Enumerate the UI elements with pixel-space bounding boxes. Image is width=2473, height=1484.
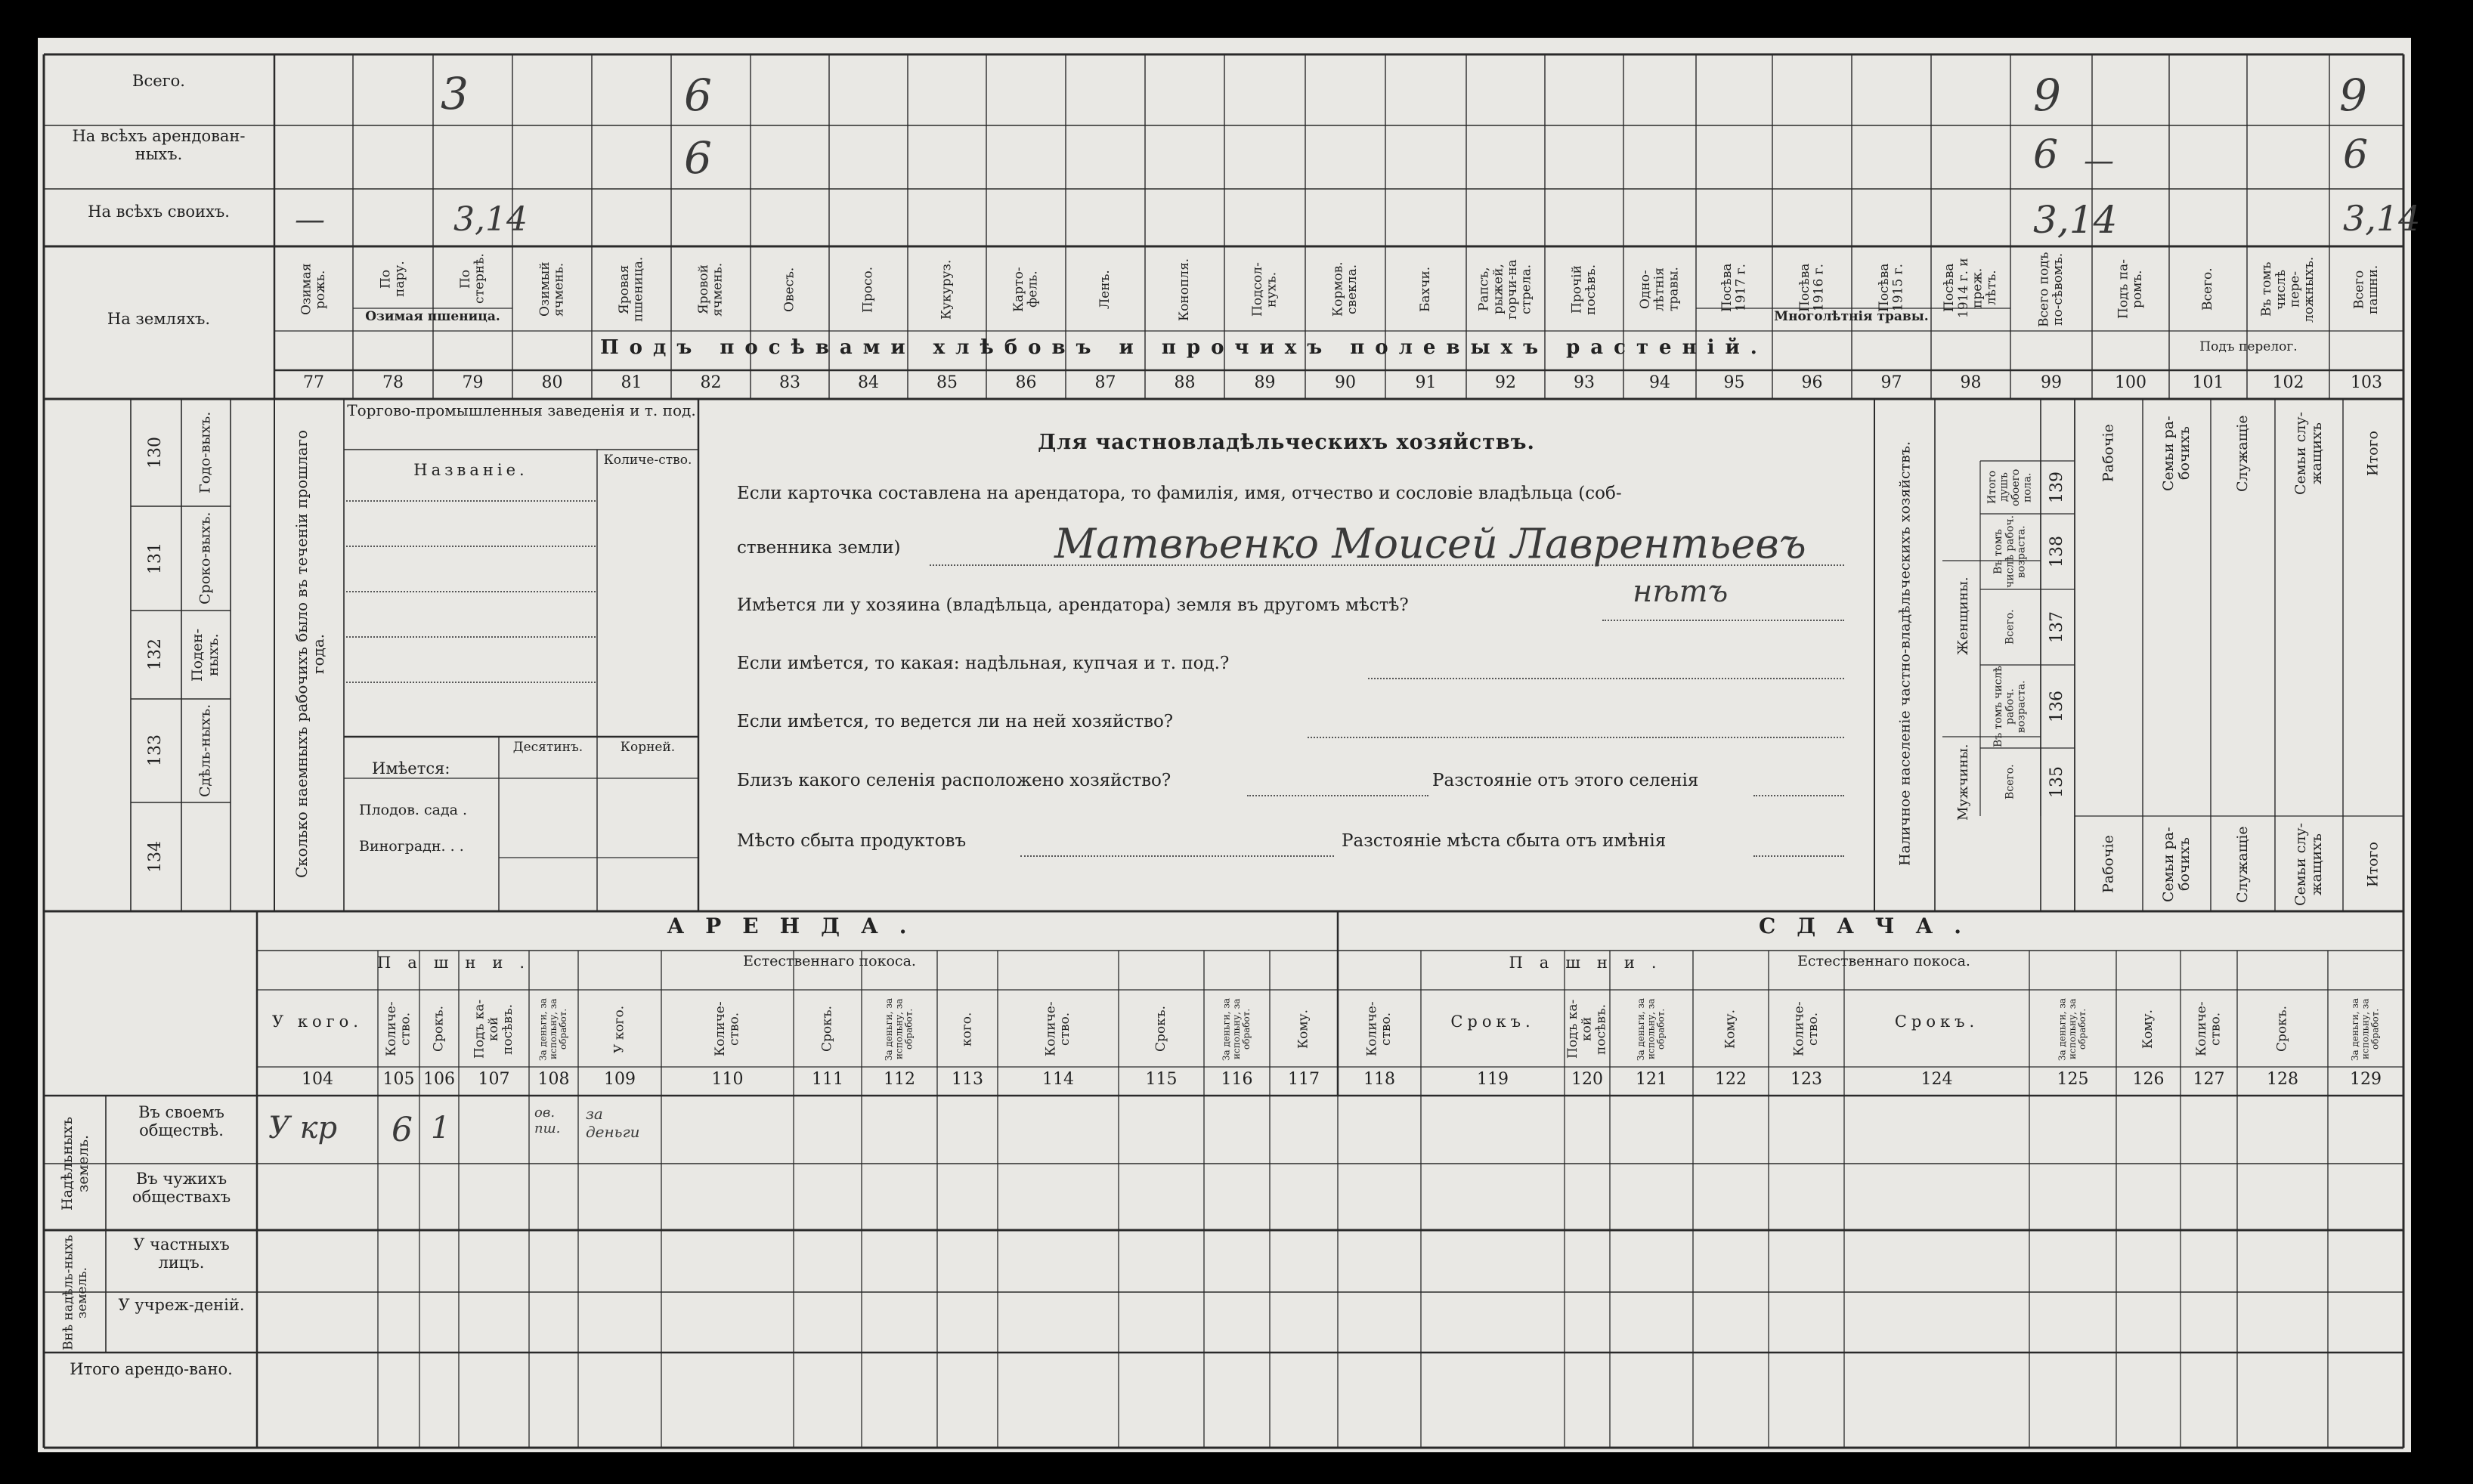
bottom-col-number-116: 116 — [1221, 1070, 1253, 1089]
mid-col-label-130: Годо-выхъ. — [197, 411, 214, 494]
handwritten-own_79: 3,14 — [453, 200, 528, 239]
handwritten-own_103: 3,14 — [2343, 198, 2421, 239]
pashni-sdacha: Пашни. — [1509, 954, 1673, 972]
pashni-arenda: Пашни. — [376, 954, 542, 972]
answer-dotted-line — [1753, 793, 1844, 796]
right-col-bottom-2: Служащіе — [2234, 826, 2252, 903]
right-col-bottom-0: Рабочіе — [2100, 835, 2117, 894]
bottom-col-number-105: 105 — [382, 1070, 415, 1089]
pop-col-label-135: Всего. — [2004, 764, 2016, 800]
top-col-number-99: 99 — [2041, 373, 2062, 392]
top-col-label-101: Всего. — [2200, 267, 2216, 311]
trade-dotted-line — [346, 544, 596, 547]
bottom-col-number-128: 128 — [2267, 1070, 2298, 1089]
top-col-number-86: 86 — [1015, 373, 1037, 392]
pop-col-number-139: 139 — [2047, 471, 2066, 503]
under-crops-label: Подъ посѣвами хлѣбовъ и прочихъ полевыхъ растеній. — [600, 336, 1768, 359]
pop-col-label-138: Въ томъ числѣ рабоч. возраста. — [1992, 515, 2028, 589]
bottom-col-label-126: Кому. — [2140, 1009, 2156, 1050]
bottom-col-label-112: За деньги, за испольну, за обработ. — [884, 997, 915, 1061]
top-col-number-89: 89 — [1254, 373, 1276, 392]
non-allotment-label: Внѣ надѣль-ныхъ земель. — [60, 1235, 90, 1350]
top-col-label-79: По стернѣ. — [457, 253, 487, 305]
handwritten-total_103: 9 — [2339, 70, 2367, 121]
handwritten-c105: 6 — [392, 1111, 413, 1149]
mid-col-number-134: 134 — [145, 841, 165, 873]
pop-col-number-136: 136 — [2047, 691, 2066, 722]
bottom-col-label-118: Количе-ство. — [1364, 1001, 1394, 1057]
bottom-col-number-114: 114 — [1042, 1070, 1074, 1089]
top-col-label-87: Ленъ. — [1097, 270, 1113, 309]
right-col-bottom-1: Семьи ра-бочихъ — [2160, 827, 2193, 902]
arenda-header: АРЕНДА. — [667, 914, 928, 938]
q1-line-a: Если карточка составлена на арендатора, то фамилія, имя, отчество и сословіе владѣльца (соб- — [737, 484, 1622, 503]
top-col-label-93: Прочій посѣвъ. — [1569, 264, 1599, 315]
bottom-col-label-122: Кому. — [1722, 1009, 1738, 1050]
top-col-number-83: 83 — [779, 373, 800, 392]
pop-col-label-137: Всего. — [2004, 609, 2016, 645]
trade-header-label: Торгово-промышленныя заведенія и т. под. — [347, 401, 696, 419]
roots-label: Корней. — [620, 740, 676, 755]
top-col-number-84: 84 — [858, 373, 879, 392]
perennial-grass-label: Многолѣтнія травы. — [1774, 309, 1929, 324]
answer-dotted-line — [1368, 676, 1844, 679]
row-institutions: У учреж-деній. — [118, 1296, 245, 1314]
top-col-number-100: 100 — [2115, 373, 2146, 392]
bottom-col-label-107: Подъ ка-кой посѣвъ. — [472, 999, 515, 1059]
top-col-number-80: 80 — [541, 373, 563, 392]
right-col-bottom-3: Семьи слу-жащихъ — [2292, 823, 2325, 906]
q6-line: Мѣсто сбыта продуктовъ — [737, 831, 967, 851]
bottom-col-label-111: Срокъ. — [819, 1006, 835, 1053]
answer-dotted-line — [1020, 854, 1334, 857]
handwritten-c108: за деньги — [586, 1105, 640, 1141]
bottom-col-label-117: Кому. — [1295, 1009, 1311, 1050]
bottom-col-label-106: Срокъ. — [431, 1006, 447, 1053]
top-col-number-97: 97 — [1880, 373, 1902, 392]
top-col-number-96: 96 — [1801, 373, 1823, 392]
handwritten-rented_100: — — [2084, 144, 2114, 178]
bottom-col-label-115: Срокъ. — [1153, 1006, 1169, 1053]
q2-line: Имѣется ли у хозяина (владѣльца, арендатора) земля въ другомъ мѣстѣ? — [737, 595, 1409, 615]
bottom-col-number-104: 104 — [302, 1070, 333, 1089]
q6b-line: Разстояніе мѣста сбыта отъ имѣнія — [1342, 831, 1667, 851]
bottom-col-number-107: 107 — [478, 1070, 510, 1089]
top-col-label-91: Бахчи. — [1418, 266, 1434, 313]
q1-line-b: ственника земли) — [737, 538, 901, 558]
right-col-top-3: Семьи слу-жащихъ — [2292, 412, 2325, 495]
bottom-col-label-105: Количе-ство. — [383, 1001, 413, 1057]
top-col-label-88: Конопля. — [1177, 258, 1193, 321]
right-col-top-4: Итого — [2364, 431, 2382, 476]
orchard-label: Плодов. сада . — [359, 802, 468, 818]
men-label: Мужчины. — [1955, 744, 1972, 821]
present-population-label: Наличное населеніе частно-владѣльческихъ хозяйствъ. — [1896, 441, 1914, 866]
top-col-number-88: 88 — [1174, 373, 1196, 392]
row-own-society: Въ своемъ обществѣ. — [138, 1103, 224, 1140]
trade-dotted-line — [346, 635, 596, 638]
mid-col-label-134 — [183, 802, 228, 911]
top-col-number-77: 77 — [303, 373, 324, 392]
bottom-col-number-117: 117 — [1288, 1070, 1320, 1089]
top-col-label-84: Просо. — [860, 266, 876, 313]
right-col-top-2: Служащіе — [2234, 415, 2252, 492]
desyatin-label: Десятинъ. — [512, 740, 583, 755]
top-col-label-80: Озимый ячмень. — [537, 261, 567, 317]
handwritten-own_77: — — [295, 203, 325, 237]
row-other-society: Въ чужихъ обществахъ — [132, 1170, 231, 1207]
bottom-col-number-115: 115 — [1145, 1070, 1178, 1089]
bottom-col-number-112: 112 — [884, 1070, 915, 1089]
pop-col-label-139: Итого душъ обоего пола. — [1986, 468, 2034, 506]
q3-line: Если имѣется, то какая: надѣльная, купчая и т. под.? — [737, 654, 1230, 673]
trade-name-label: Названіе. — [413, 461, 528, 479]
handwritten-c104: У кр — [268, 1111, 338, 1145]
trade-dotted-line — [346, 680, 596, 683]
total-row-label: Всего. — [132, 72, 185, 90]
bottom-col-number-113: 113 — [952, 1070, 983, 1089]
bottom-col-number-119: 119 — [1477, 1070, 1509, 1089]
top-col-number-93: 93 — [1574, 373, 1595, 392]
bottom-col-label-108: За деньги, за испольну, за обработ. — [537, 997, 569, 1061]
top-col-label-78: По пару. — [378, 261, 407, 297]
top-col-label-77: Озимая рожь. — [299, 263, 328, 316]
bottom-col-label-129: За деньги, за испольну, за обработ. — [2350, 997, 2381, 1061]
bottom-col-number-124: 124 — [1921, 1070, 1953, 1089]
top-col-label-90: Кормов. свекла. — [1330, 261, 1360, 317]
bottom-col-number-129: 129 — [2350, 1070, 2382, 1089]
bottom-col-label-125: За деньги, за испольну, за обработ. — [2057, 997, 2088, 1061]
top-col-label-83: Овесъ. — [782, 267, 797, 312]
bottom-col-number-122: 122 — [1715, 1070, 1747, 1089]
answer-dotted-line — [1247, 793, 1428, 796]
mid-col-number-132: 132 — [145, 638, 165, 671]
top-col-number-101: 101 — [2192, 373, 2224, 392]
top-col-label-82: Яровой ячмень. — [695, 262, 726, 317]
bottom-col-number-106: 106 — [423, 1070, 455, 1089]
handwritten-total_79: 3 — [441, 68, 469, 119]
handwritten-rented_82: 6 — [684, 132, 712, 184]
handwritten-total_82: 6 — [684, 70, 712, 121]
bottom-col-label-114: Количе-ство. — [1043, 1001, 1072, 1057]
answer-dotted-line — [1308, 735, 1844, 738]
women-label: Женщины. — [1955, 577, 1972, 655]
top-col-number-98: 98 — [1960, 373, 1982, 392]
q4-line: Если имѣется, то ведется ли на ней хозяйство? — [737, 712, 1174, 731]
orchard-has-label: Имѣется: — [372, 759, 450, 778]
bottom-col-label-124: Срокъ. — [1894, 1013, 1979, 1031]
top-col-number-95: 95 — [1723, 373, 1745, 392]
total-rented-row: Итого арендо-вано. — [70, 1360, 233, 1378]
winter-wheat-label: Озимая пшеница. — [365, 309, 500, 324]
bottom-col-number-110: 110 — [711, 1070, 744, 1089]
mid-col-label-133: Сдѣль-ныхъ. — [197, 703, 214, 798]
bottom-col-label-127: Количе-ство. — [2193, 1001, 2224, 1057]
bottom-col-label-119: Срокъ. — [1450, 1013, 1535, 1031]
allotment-label: Надѣльныхъ земель. — [59, 1116, 91, 1211]
top-col-number-87: 87 — [1094, 373, 1116, 392]
bottom-col-label-121: За деньги, за испольну, за обработ. — [1636, 997, 1667, 1061]
pop-col-number-138: 138 — [2047, 536, 2066, 567]
bottom-col-label-104: У кого. — [272, 1013, 363, 1031]
handwritten-rented_103: 6 — [2343, 132, 2369, 178]
natural-hay-sdacha: Естественнаго покоса. — [1797, 953, 1970, 969]
top-col-number-92: 92 — [1495, 373, 1516, 392]
top-col-number-90: 90 — [1335, 373, 1356, 392]
top-col-label-96: Посѣва 1916 г. — [1797, 263, 1827, 313]
top-col-label-81: Яровая пшеница. — [616, 256, 646, 323]
trade-dotted-line — [346, 499, 596, 502]
trade-qty-label: Количе-ство. — [603, 453, 692, 468]
bottom-col-label-120: Подъ ка-кой посѣвъ. — [1565, 999, 1609, 1059]
top-col-number-102: 102 — [2272, 373, 2304, 392]
top-col-label-97: Посѣва 1915 г. — [1876, 263, 1906, 313]
top-col-number-94: 94 — [1649, 373, 1670, 392]
pop-col-label-136: Въ томъ числѣ рабоч. возраста. — [1992, 666, 2028, 747]
sdacha-header: СДАЧА. — [1758, 914, 1983, 938]
mid-col-label-132: Поден-ныхъ. — [189, 628, 221, 682]
right-col-top-1: Семьи ра-бочихъ — [2160, 416, 2193, 491]
census-card-sheet — [38, 38, 2421, 1452]
top-col-label-98: Посѣва 1914 г. и преж. лѣтъ. — [1942, 258, 2000, 318]
top-col-number-91: 91 — [1415, 373, 1437, 392]
bottom-col-label-110: Количе-ство. — [712, 1001, 742, 1057]
bottom-col-label-116: За деньги, за испольну, за обработ. — [1221, 997, 1252, 1061]
bottom-col-number-127: 127 — [2193, 1070, 2225, 1089]
top-col-label-94: Одно-лѣтнія травы. — [1637, 267, 1682, 312]
q5b-line: Разстояніе отъ этого селенія — [1432, 771, 1699, 790]
top-col-label-92: Рапсъ, рыжей, горчи-на стрела. — [1476, 259, 1534, 320]
q2-answer-handwritten: нѣтъ — [1633, 574, 1729, 609]
mid-col-number-133: 133 — [145, 734, 165, 767]
top-col-label-102: Въ томъ числѣ пере-ложныхъ. — [2259, 256, 2317, 323]
rented-row-label: На всѣхъ арендован- ныхъ. — [72, 127, 246, 164]
handwritten-c107: ов. пш. — [534, 1105, 561, 1136]
mid-col-number-131: 131 — [145, 543, 165, 574]
pop-col-number-137: 137 — [2047, 611, 2066, 643]
hired-workers-label: Сколько наемныхъ рабочихъ было въ теченіи прошлаго года. — [292, 429, 327, 878]
own-row-label: На всѣхъ своихъ. — [88, 203, 230, 221]
top-col-number-103: 103 — [2351, 373, 2382, 392]
top-col-number-81: 81 — [621, 373, 642, 392]
answer-dotted-line — [930, 563, 1844, 566]
bottom-col-number-126: 126 — [2132, 1070, 2165, 1089]
top-col-number-85: 85 — [936, 373, 958, 392]
mid-col-number-130: 130 — [145, 437, 165, 468]
q5-line: Близъ какого селенія расположено хозяйство? — [737, 771, 1172, 790]
top-col-label-85: Кукуруз. — [939, 259, 955, 320]
top-col-label-100: Подъ па-ромъ. — [2116, 259, 2145, 320]
top-col-label-99: Всего подъ по-сѣвомъ. — [2036, 252, 2066, 327]
bottom-col-number-121: 121 — [1636, 1070, 1667, 1089]
top-col-number-79: 79 — [462, 373, 484, 392]
handwritten-total_99: 9 — [2033, 70, 2061, 121]
bottom-col-label-109: У кого. — [611, 1005, 627, 1053]
vineyard-label: Виноградн. . . — [359, 838, 464, 855]
q1-answer-handwritten: Матвѣенко Моисей Лаврентьевъ — [1054, 520, 1806, 567]
bottom-col-number-111: 111 — [812, 1070, 843, 1089]
bottom-col-number-123: 123 — [1791, 1070, 1822, 1089]
top-col-number-82: 82 — [700, 373, 722, 392]
pop-col-number-135: 135 — [2047, 766, 2066, 798]
top-col-label-86: Карто-фель. — [1011, 267, 1041, 312]
top-col-label-89: Подсол-нухъ. — [1249, 262, 1280, 317]
bottom-col-number-125: 125 — [2057, 1070, 2089, 1089]
bottom-col-label-128: Срокъ. — [2274, 1006, 2290, 1053]
bottom-col-number-118: 118 — [1363, 1070, 1395, 1089]
row-private-persons: У частныхъ лицъ. — [133, 1235, 230, 1272]
bottom-col-number-120: 120 — [1571, 1070, 1603, 1089]
right-col-top-0: Рабочіе — [2100, 424, 2117, 483]
bottom-col-number-108: 108 — [537, 1070, 570, 1089]
handwritten-c106: 1 — [431, 1111, 450, 1145]
bottom-col-label-113: кого. — [959, 1012, 975, 1047]
top-col-number-78: 78 — [382, 373, 404, 392]
top-col-label-103: Всего пашни. — [2351, 264, 2381, 314]
bottom-col-label-123: Количе-ство. — [1791, 1001, 1821, 1057]
bottom-col-number-109: 109 — [604, 1070, 636, 1089]
top-col-label-95: Посѣва 1917 г. — [1719, 263, 1749, 313]
trade-dotted-line — [346, 589, 596, 592]
handwritten-rented_99: 6 — [2033, 132, 2059, 178]
answer-dotted-line — [1753, 854, 1844, 857]
natural-hay-arenda: Естественнаго покоса. — [743, 953, 916, 969]
mid-col-label-131: Сроко-выхъ. — [197, 512, 214, 605]
right-col-bottom-4: Итого — [2364, 842, 2382, 887]
handwritten-own_99: 3,14 — [2033, 198, 2118, 242]
under-fallow-label: Подъ перелог. — [2199, 339, 2298, 354]
private-farms-title: Для частновладѣльческихъ хозяйствъ. — [1038, 431, 1535, 454]
lands-row-label: На земляхъ. — [107, 310, 211, 328]
answer-dotted-line — [1602, 618, 1844, 621]
